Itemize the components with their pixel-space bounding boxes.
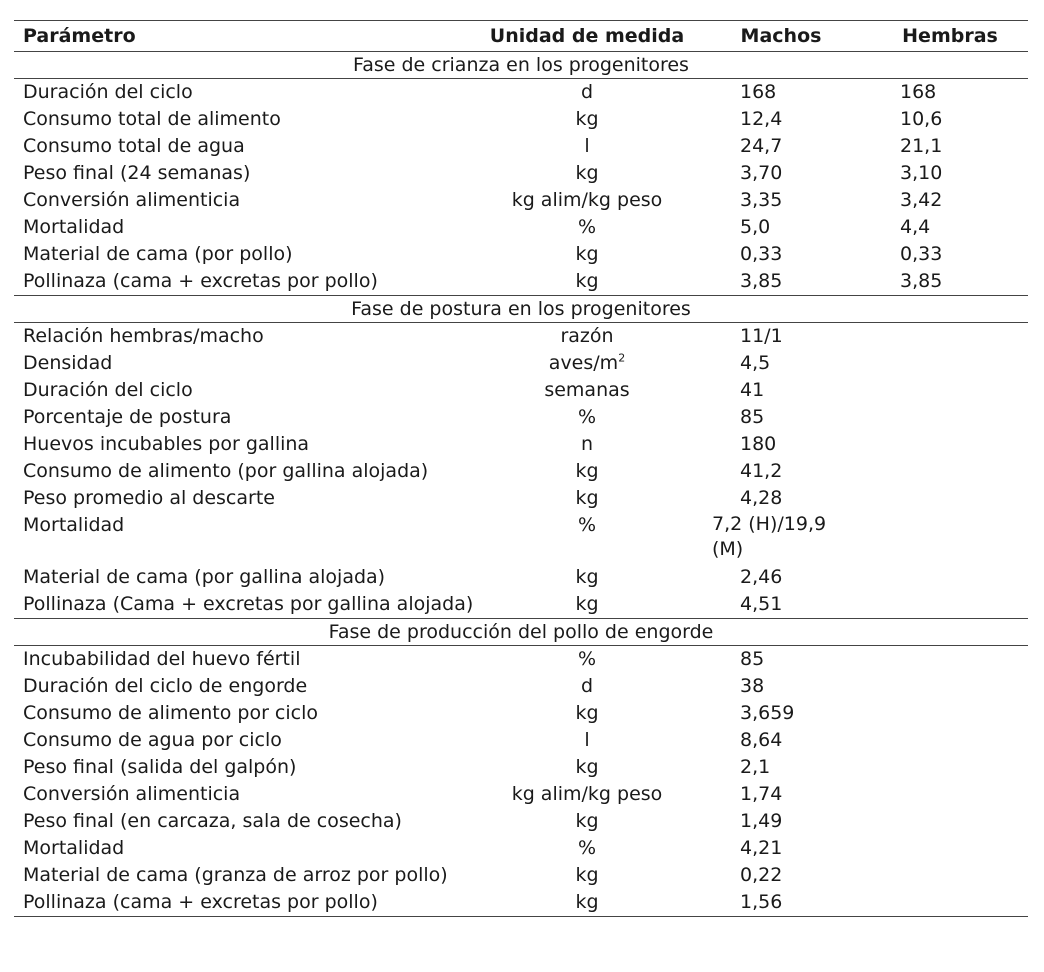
unit-text: kg <box>575 810 599 832</box>
unit-text: kg <box>575 891 599 913</box>
cell-unidad <box>482 160 692 187</box>
unit-text: kg <box>575 702 599 724</box>
header-unidad: Unidad de medida <box>489 25 685 47</box>
table-row <box>14 377 1028 404</box>
cell-machos: 2,46 <box>740 566 783 588</box>
cell-machos: 5,0 <box>740 216 771 238</box>
unit-text: kg <box>575 487 599 509</box>
cell-parametro: Pollinaza (Cama + excretas por gallina alojada) <box>23 593 474 615</box>
header-machos: Machos <box>740 25 822 47</box>
cell-parametro: Conversión alimenticia <box>23 783 241 805</box>
unit-superscript: 2 <box>618 351 626 365</box>
cell-parametro: Material de cama (por pollo) <box>23 243 293 265</box>
table-row <box>14 673 1028 700</box>
cell-hembras <box>842 646 1028 674</box>
table-row <box>14 79 1028 107</box>
header-hembras: Hembras <box>902 25 998 47</box>
unit-text: kg <box>575 593 599 615</box>
cell-machos: 41 <box>740 379 765 401</box>
cell-machos: 24,7 <box>740 135 783 157</box>
cell-hembras: 21,1 <box>900 135 943 157</box>
cell-parametro: Peso final (24 semanas) <box>23 162 251 184</box>
cell-machos: 8,64 <box>740 729 783 751</box>
cell-hembras <box>842 862 1028 889</box>
cell-unidad <box>482 781 692 808</box>
section-header-row <box>14 296 1028 323</box>
table-row <box>14 350 1028 377</box>
table-row <box>14 268 1028 296</box>
cell-unidad <box>482 214 692 241</box>
cell-parametro: Consumo total de agua <box>23 135 245 157</box>
cell-parametro: Duración del ciclo de engorde <box>23 675 308 697</box>
cell-hembras <box>842 564 1028 591</box>
unit-text: n <box>580 433 594 455</box>
unit-text: kg <box>575 162 599 184</box>
cell-hembras: 3,85 <box>900 270 943 292</box>
cell-unidad <box>482 133 692 160</box>
cell-parametro: Peso final (en carcaza, sala de cosecha) <box>23 810 402 832</box>
cell-unidad <box>482 485 692 512</box>
cell-parametro: Huevos incubables por gallina <box>23 433 310 455</box>
table-row <box>14 485 1028 512</box>
cell-parametro: Peso promedio al descarte <box>23 487 275 509</box>
table-row <box>14 727 1028 754</box>
unit-text: razón <box>560 325 614 347</box>
table-body <box>14 52 1028 917</box>
unit-text: % <box>577 514 597 536</box>
section-title: Fase de producción del pollo de engorde <box>14 619 1028 646</box>
unit-text: % <box>577 837 597 859</box>
table-row <box>14 241 1028 268</box>
unit-text: kg alim/kg peso <box>511 189 663 211</box>
cell-parametro: Mortalidad <box>23 514 125 536</box>
table-row <box>14 133 1028 160</box>
unit-text: kg <box>575 566 599 588</box>
cell-unidad <box>482 323 692 351</box>
cell-parametro: Material de cama (por gallina alojada) <box>23 566 386 588</box>
cell-hembras <box>842 889 1028 917</box>
cell-hembras <box>842 754 1028 781</box>
table-header <box>14 21 1028 52</box>
cell-machos: 1,56 <box>692 889 842 917</box>
cell-unidad <box>482 79 692 107</box>
cell-machos: 11/1 <box>740 325 783 347</box>
unit-text: % <box>577 648 597 670</box>
cell-hembras <box>842 485 1028 512</box>
table-row <box>14 808 1028 835</box>
cell-parametro: Mortalidad <box>23 837 125 859</box>
table-row <box>14 591 1028 619</box>
cell-unidad <box>482 106 692 133</box>
cell-unidad <box>482 727 692 754</box>
cell-hembras: 3,10 <box>900 162 943 184</box>
cell-hembras <box>842 404 1028 431</box>
cell-unidad <box>482 700 692 727</box>
cell-unidad <box>482 187 692 214</box>
cell-parametro: Consumo de agua por ciclo <box>23 729 282 751</box>
cell-machos: 1,49 <box>740 810 783 832</box>
cell-hembras: 168 <box>900 81 937 103</box>
unit-text: kg <box>575 270 599 292</box>
unit-text: l <box>584 135 590 157</box>
cell-unidad <box>482 431 692 458</box>
cell-unidad <box>482 564 692 591</box>
cell-parametro: Consumo de alimento (por gallina alojada) <box>23 460 429 482</box>
cell-hembras: 0,33 <box>900 243 943 265</box>
cell-unidad <box>482 835 692 862</box>
table-row <box>14 214 1028 241</box>
cell-parametro: Conversión alimenticia <box>23 189 241 211</box>
cell-hembras <box>842 458 1028 485</box>
cell-hembras: 3,42 <box>900 189 943 211</box>
cell-machos: 4,5 <box>740 352 771 374</box>
cell-machos: 4,21 <box>740 837 783 859</box>
cell-hembras <box>842 808 1028 835</box>
cell-unidad <box>482 591 692 619</box>
table-row <box>14 835 1028 862</box>
cell-hembras <box>842 323 1028 351</box>
section-header-row <box>14 52 1028 79</box>
unit-text: l <box>584 729 590 751</box>
table-row <box>14 458 1028 485</box>
table-row <box>14 323 1028 351</box>
cell-unidad <box>482 241 692 268</box>
table-row <box>14 404 1028 431</box>
cell-hembras <box>842 350 1028 377</box>
cell-parametro: Relación hembras/macho <box>23 325 264 347</box>
cell-parametro: Porcentaje de postura <box>23 406 232 428</box>
unit-text: d <box>580 675 594 697</box>
cell-hembras <box>842 700 1028 727</box>
unit-text: kg <box>575 460 599 482</box>
cell-parametro: Pollinaza (cama + excretas por pollo) <box>14 889 482 917</box>
table-row <box>14 160 1028 187</box>
cell-machos: 3,85 <box>740 270 783 292</box>
cell-parametro: Densidad <box>23 352 113 374</box>
cell-parametro: Incubabilidad del huevo fértil <box>23 648 301 670</box>
table-row <box>14 862 1028 889</box>
cell-parametro: Consumo total de alimento <box>23 108 281 130</box>
cell-unidad <box>482 646 692 674</box>
section-title: Fase de postura en los progenitores <box>14 296 1028 323</box>
table-row <box>14 431 1028 458</box>
data-table-container <box>14 20 1028 917</box>
cell-parametro: Duración del ciclo <box>23 81 193 103</box>
cell-unidad <box>482 268 692 296</box>
cell-unidad <box>482 808 692 835</box>
cell-parametro: Mortalidad <box>23 216 125 238</box>
table-row <box>14 512 1028 564</box>
cell-hembras <box>842 512 1028 564</box>
unit-text: aves/m <box>548 352 619 374</box>
cell-unidad <box>482 512 692 564</box>
cell-hembras <box>842 431 1028 458</box>
unit-text: kg <box>575 864 599 886</box>
table-row <box>14 889 1028 917</box>
cell-hembras: 10,6 <box>900 108 943 130</box>
cell-machos: 1,74 <box>740 783 783 805</box>
cell-machos: 3,70 <box>740 162 783 184</box>
cell-unidad <box>482 862 692 889</box>
section-header-row <box>14 619 1028 646</box>
cell-machos: 7,2 (H)/19,9 (M) <box>712 513 827 560</box>
header-row <box>14 21 1028 52</box>
table-row <box>14 106 1028 133</box>
unit-text: d <box>580 81 594 103</box>
cell-hembras <box>842 835 1028 862</box>
unit-text: % <box>577 216 597 238</box>
cell-hembras <box>842 727 1028 754</box>
cell-hembras <box>842 781 1028 808</box>
unit-text: semanas <box>544 379 630 401</box>
cell-machos: 38 <box>740 675 765 697</box>
cell-unidad <box>482 889 692 917</box>
cell-machos: 3,659 <box>740 702 795 724</box>
table-row <box>14 754 1028 781</box>
cell-machos: 12,4 <box>740 108 783 130</box>
cell-parametro: Peso final (salida del galpón) <box>23 756 297 778</box>
cell-hembras: 4,4 <box>900 216 931 238</box>
cell-parametro: Consumo de alimento por ciclo <box>23 702 319 724</box>
cell-machos: 85 <box>740 648 765 670</box>
table-row <box>14 700 1028 727</box>
cell-machos: 0,33 <box>740 243 783 265</box>
cell-machos: 41,2 <box>740 460 783 482</box>
table-row <box>14 646 1028 674</box>
unit-text: % <box>577 406 597 428</box>
cell-parametro: Duración del ciclo <box>23 379 193 401</box>
cell-hembras <box>842 377 1028 404</box>
cell-machos: 4,51 <box>740 593 783 615</box>
cell-machos: 180 <box>740 433 777 455</box>
unit-text: kg <box>575 108 599 130</box>
cell-hembras <box>842 591 1028 619</box>
cell-machos: 4,28 <box>740 487 783 509</box>
cell-hembras <box>842 673 1028 700</box>
table-row <box>14 781 1028 808</box>
unit-text: kg <box>575 756 599 778</box>
cell-parametro: Material de cama (granza de arroz por pollo) <box>23 864 448 886</box>
cell-unidad <box>482 404 692 431</box>
cell-unidad <box>482 377 692 404</box>
cell-machos: 168 <box>740 81 777 103</box>
cell-machos: 2,1 <box>740 756 771 778</box>
header-parametro: Parámetro <box>23 25 136 47</box>
cell-unidad <box>482 350 692 377</box>
cell-parametro: Pollinaza (cama + excretas por pollo) <box>23 270 378 292</box>
section-title: Fase de crianza en los progenitores <box>14 52 1028 79</box>
cell-unidad <box>482 754 692 781</box>
cell-machos: 85 <box>740 406 765 428</box>
cell-machos: 0,22 <box>740 864 783 886</box>
parameters-table <box>14 20 1028 917</box>
cell-unidad <box>482 458 692 485</box>
table-row <box>14 187 1028 214</box>
cell-unidad <box>482 673 692 700</box>
cell-machos: 3,35 <box>740 189 783 211</box>
unit-text: kg <box>575 243 599 265</box>
unit-text: kg alim/kg peso <box>511 783 663 805</box>
table-row <box>14 564 1028 591</box>
